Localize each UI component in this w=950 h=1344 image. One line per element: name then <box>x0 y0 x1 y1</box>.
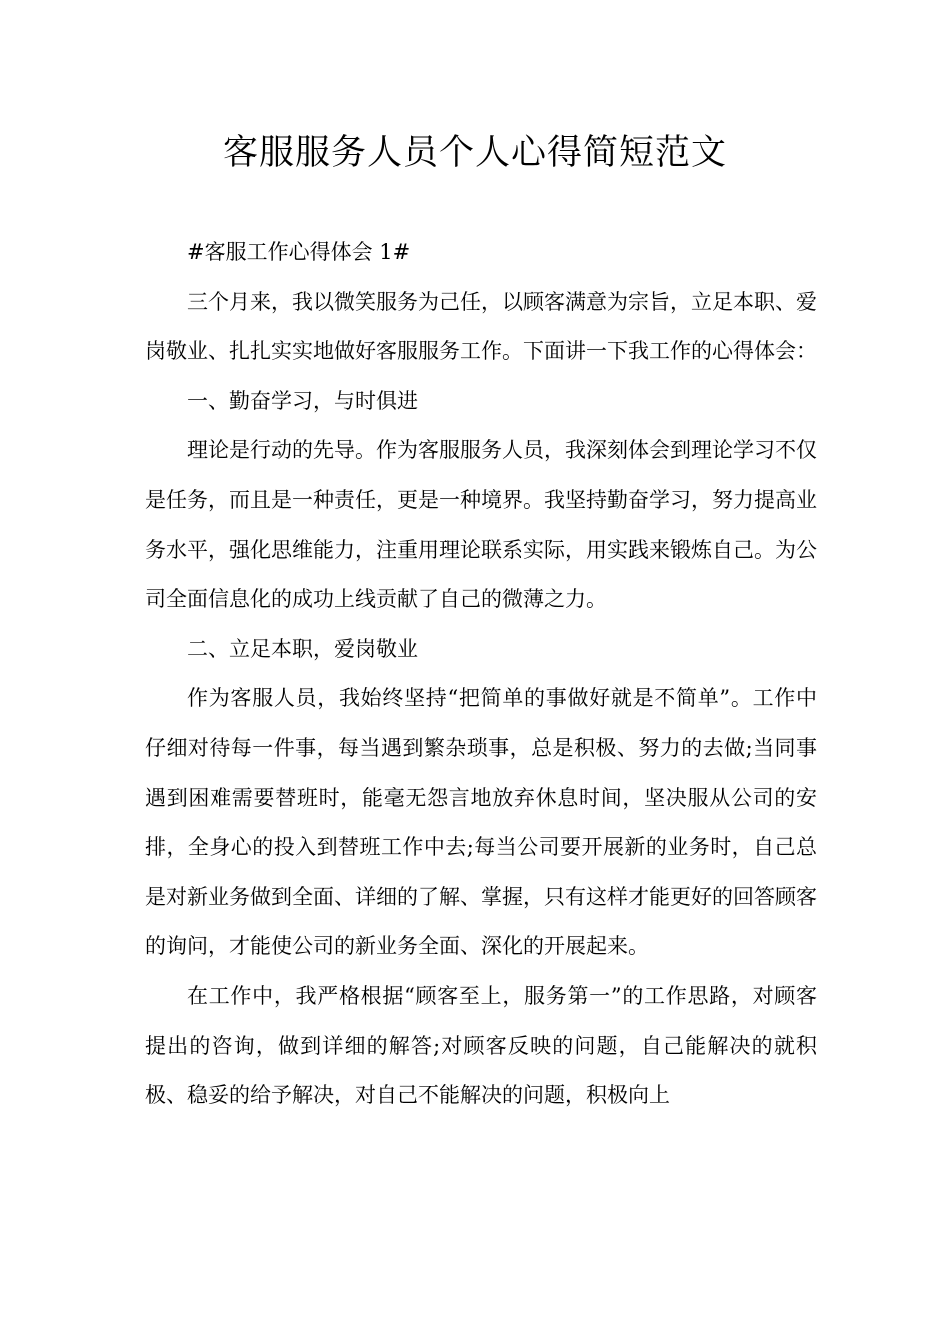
section-heading: 二、立足本职，爱岗敬业 <box>187 636 418 661</box>
paragraph: 理论是行动的先导。作为客服服务人员，我深刻体会到理论学习不仅是任务，而且是一种责任，更是一种境界。我坚持勤奋学习，努力提高业务水平，强化思维能力，注重用理论联系实际，用实践来锻炼自己。为公司全面信息化的成功上线贡献了自己的微薄之力。 <box>145 438 817 612</box>
section-marker: #客服工作心得体会 1# <box>187 240 411 264</box>
paragraph: 在工作中，我严格根据“顾客至上，服务第一”的工作思路，对顾客提出的咨询，做到详细的解答;对顾客反映的问题，自己能解决的就积极、稳妥的给予解决，对自己不能解决的问题，积极向上 <box>145 983 817 1108</box>
document-body <box>145 228 817 1121</box>
section-heading: 一、勤奋学习，与时俱进 <box>187 388 418 413</box>
document-title: 客服服务人员个人心得简短范文 <box>222 133 727 173</box>
paragraph: 三个月来，我以微笑服务为己任，以顾客满意为宗旨，立足本职、爱岗敬业、扎扎实实地做好客服服务工作。下面讲一下我工作的心得体会： <box>145 289 817 364</box>
paragraph: 作为客服人员，我始终坚持“把简单的事做好就是不简单”。工作中仔细对待每一件事，每当遇到繁杂琐事，总是积极、努力的去做;当同事遇到困难需要替班时，能毫无怨言地放弃休息时间，坚决服从公司的安排，全身心的投入到替班工作中去;每当公司要开展新的业务时，自己总是对新业务做到全面、详细的了解、掌握，只有这样才能更好的回答顾客的询问，才能使公司的新业务全面、深化的开展起来。 <box>145 686 817 959</box>
